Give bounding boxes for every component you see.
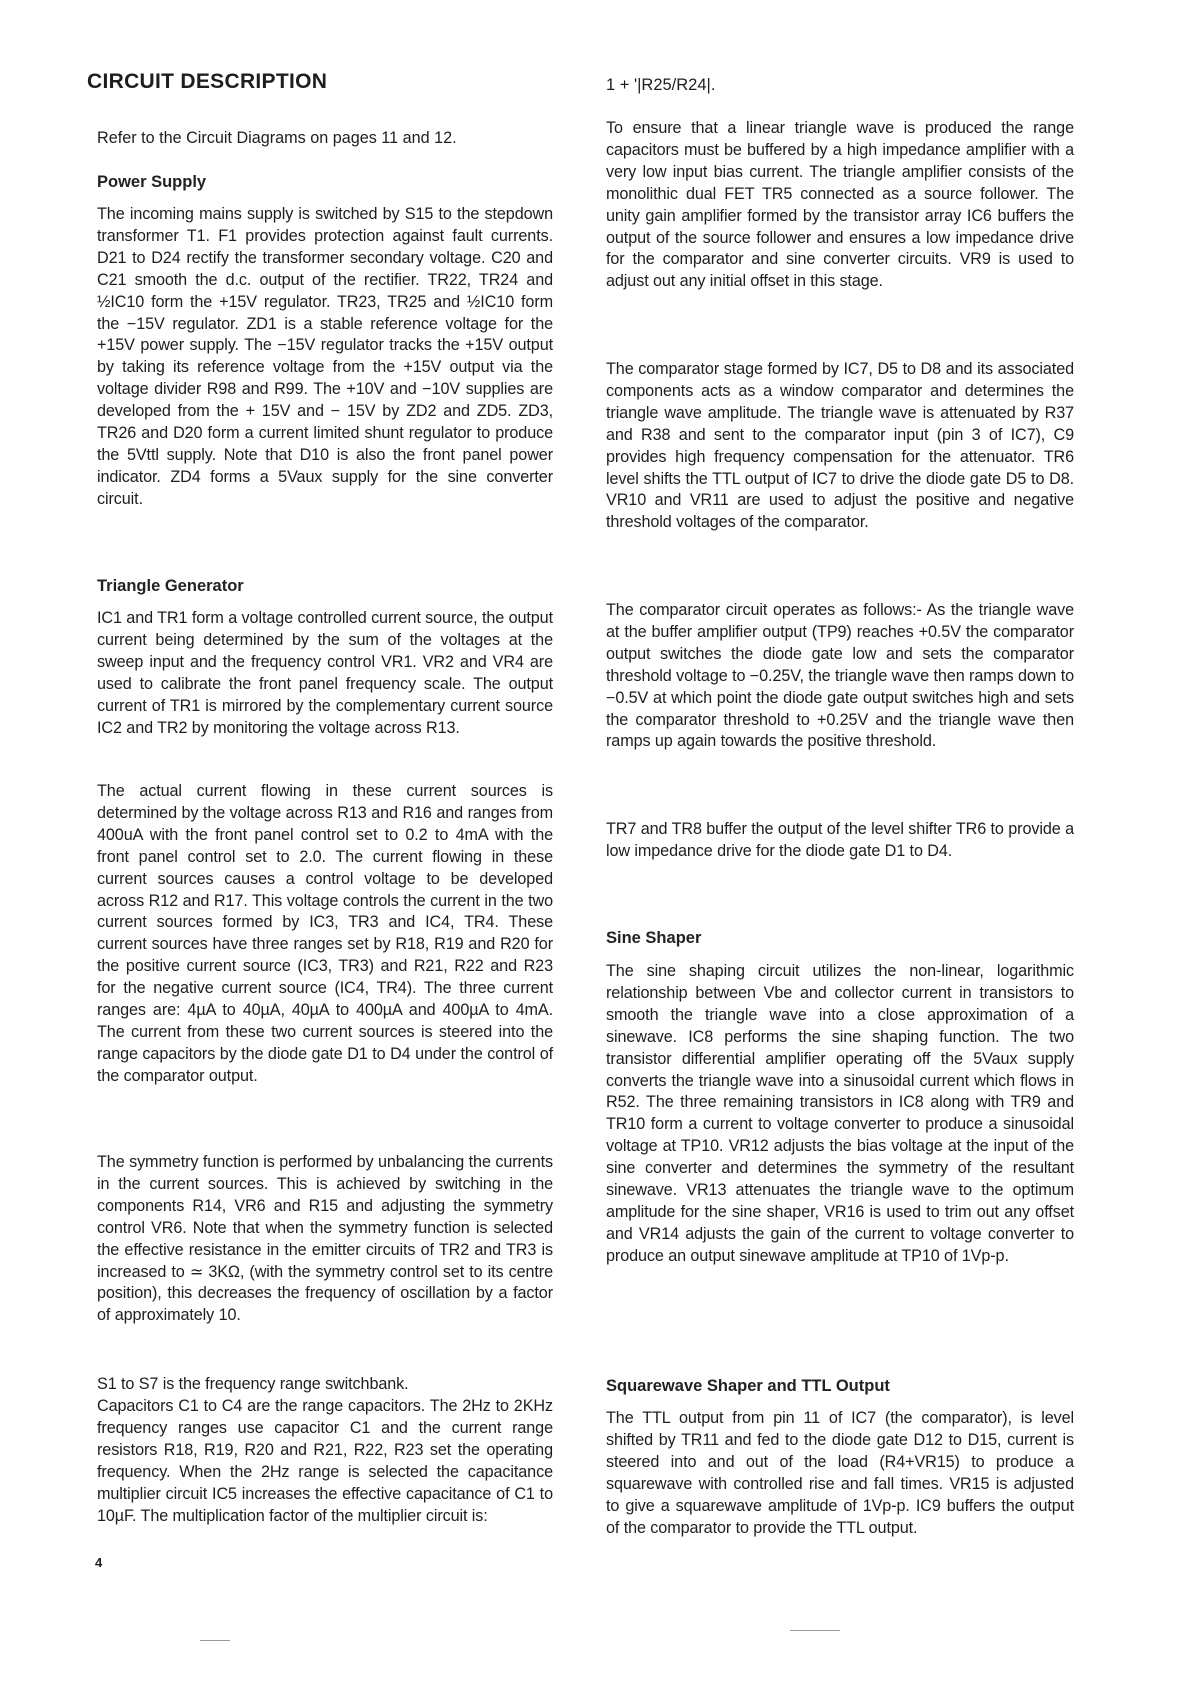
multiplication-formula: 1 + '|R25/R24|.	[606, 76, 716, 94]
triangle-generator-paragraph-3: The symmetry function is performed by unbalancing the currents in the current sources. This is achieved by switching in the components R14, VR6 and R15 and adjusting the symmetry control VR6. Note that when the symmetry function is selected the effective resistance in the emitter circuits of TR2 and TR3 is increased to ≃ 3KΩ, (with the symmetry control set to its centre position), this decreases the frequency of oscillation by a factor of approximately 10.	[97, 1153, 553, 1325]
power-supply-paragraph: The incoming mains supply is switched by S15 to the stepdown transformer T1. F1 provides protection against fault currents. D21 to D24 rectify the transformer secondary voltage. C20 and C21 smooth the d.c. output of the rectifier. TR22, TR24 and ½IC10 form the +15V regulator. TR23, TR25 and ½IC10 form the −15V regulator. ZD1 is a stable reference voltage for the +15V power supply. The −15V regulator tracks the +15V output by taking its reference voltage from the +15V output via the voltage divider R98 and R99. The +10V and −10V supplies are developed from the + 15V and − 15V by ZD2 and ZD5. ZD3, TR26 and D20 form a current limited shunt regulator to produce the 5Vttl supply. Note that D10 is also the front panel power indicator. ZD4 forms a 5Vaux supply for the sine converter circuit.	[97, 205, 553, 508]
level-shifter-paragraph: TR7 and TR8 buffer the output of the level shifter TR6 to provide a low impedance drive for the diode gate D1 to D4.	[606, 820, 1074, 860]
page-title: CIRCUIT DESCRIPTION	[87, 70, 328, 93]
footer-scan-mark-left	[200, 1640, 230, 1641]
comparator-stage-paragraph: The comparator stage formed by IC7, D5 to D8 and its associated components acts as a window comparator and determines the triangle wave amplitude. The triangle wave is attenuated by R37 and R38 and sent to the comparator input (pin 3 of IC7), C9 provides high frequency compensation for the attenuator. TR6 level shifts the TTL output of IC7 to drive the diode gate D5 to D8. VR10 and VR11 are used to adjust the positive and negative threshold voltages of the comparator.	[606, 360, 1074, 532]
squarewave-shaper-paragraph: The TTL output from pin 11 of IC7 (the comparator), is level shifted by TR11 and fed to the diode gate D12 to D15, current is steered into and out of the load (R4+VR15) to produce a squarewave with controlled rise and fall times. VR15 is adjusted to give a squarewave amplitude of 1Vp-p. IC9 buffers the output of the comparator to provide the TTL output.	[606, 1409, 1074, 1537]
triangle-amplifier-paragraph: To ensure that a linear triangle wave is produced the range capacitors must be buffered by a high impedance amplifier with a very low input bias current. The triangle amplifier consists of the monolithic dual FET TR5 connected as a source follower. The unity gain amplifier formed by the transistor array IC6 buffers the output of the source follower and ensures a low impedance drive for the comparator and sine converter circuits. VR9 is used to adjust out any initial offset in this stage.	[606, 119, 1074, 291]
sine-shaper-paragraph: The sine shaping circuit utilizes the non-linear, logarithmic relationship between Vbe and collector current in transistors to smooth the triangle wave into a close approximation of a sinewave. IC8 performs the sine shaping function. The two transistor differential amplifier operating off the 5Vaux supply converts the triangle wave into a sinusoidal current which flows in R52. The three remaining transistors in IC8 along with TR9 and TR10 form a current to voltage converter to produce a sinusoidal voltage at TP10. VR12 adjusts the bias voltage at the input of the sine converter and determines the symmetry of the resultant sinewave. VR13 attenuates the triangle wave to the optimum amplitude for the sine shaper, VR16 is used to trim out any offset and VR14 adjusts the gain of the current to voltage converter to produce an output sinewave amplitude at TP10 of 1Vp-p.	[606, 962, 1074, 1265]
power-supply-heading: Power Supply	[97, 173, 207, 191]
triangle-generator-heading: Triangle Generator	[97, 577, 244, 595]
range-capacitors-paragraph: Capacitors C1 to C4 are the range capacitors. The 2Hz to 2KHz frequency ranges use capacitor C1 and the current range resistors R18, R19, R20 and R21, R22, R23 set the operating frequency. When the 2Hz range is selected the capacitance multiplier circuit IC5 increases the effective capacitance of C1 to 10µF. The multiplication factor of the multiplier circuit is:	[97, 1397, 553, 1525]
triangle-generator-paragraph-1: IC1 and TR1 form a voltage controlled current source, the output current being determined by the sum of the voltages at the sweep input and the frequency control VR1. VR2 and VR4 are used to calibrate the front panel frequency scale. The output current of TR1 is mirrored by the complementary current source IC2 and TR2 by monitoring the voltage across R13.	[97, 609, 553, 737]
sine-shaper-heading: Sine Shaper	[606, 929, 702, 947]
frequency-range-switchbank-line: S1 to S7 is the frequency range switchbank.	[97, 1375, 409, 1393]
intro-text: Refer to the Circuit Diagrams on pages 11 and 12.	[97, 129, 457, 147]
footer-scan-mark-right	[790, 1630, 840, 1631]
squarewave-shaper-heading: Squarewave Shaper and TTL Output	[606, 1377, 890, 1395]
comparator-operation-paragraph: The comparator circuit operates as follows:- As the triangle wave at the buffer amplifier output (TP9) reaches +0.5V the comparator output switches the diode gate low and sets the comparator threshold voltage to −0.25V, the triangle wave then ramps down to −0.5V at which point the diode gate output switches high and sets the comparator threshold to +0.25V and the triangle wave then ramps up again towards the positive threshold.	[606, 601, 1074, 751]
triangle-generator-paragraph-2: The actual current flowing in these current sources is determined by the voltage across R13 and R16 and ranges from 400uA with the front panel control set to 0.2 to 4mA with the front panel control set to 2.0. The current flowing in these current sources causes a control voltage to be developed across R12 and R17. This voltage controls the current in the two current sources formed by IC3, TR3 and IC4, TR4. These current sources have three ranges set by R18, R19 and R20 for the positive current source (IC3, TR3) and R21, R22 and R23 for the negative current source (IC4, TR4). The three current ranges are: 4µA to 40µA, 40µA to 400µA and 400µA to 4mA. The current from these two current sources is steered into the range capacitors by the diode gate D1 to D4 under the control of the comparator output.	[97, 782, 553, 1085]
page-number: 4	[95, 1555, 103, 1570]
